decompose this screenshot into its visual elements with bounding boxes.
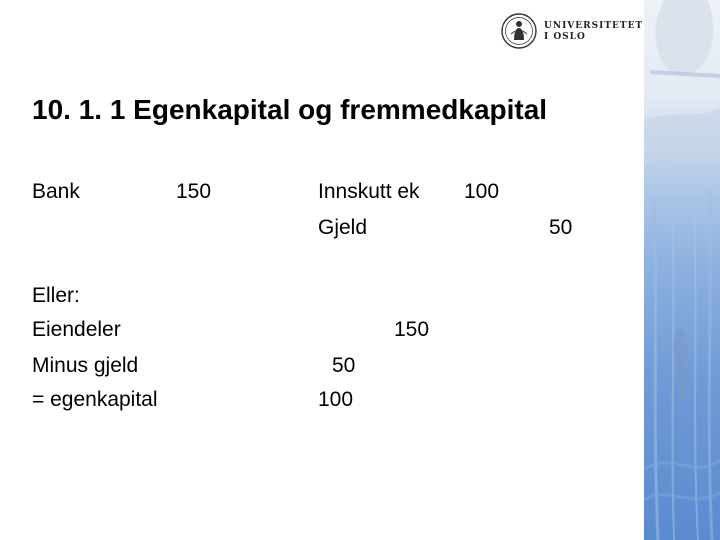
egenkapital-value: 100 [318, 388, 354, 411]
eiendeler-value: 150 [394, 318, 430, 341]
university-seal-icon [500, 12, 538, 50]
gjeld-value: 50 [549, 216, 573, 239]
minus-gjeld-value: 50 [332, 354, 356, 377]
university-name-line2: I OSLO [544, 32, 586, 42]
egenkapital-label: = egenkapital [32, 388, 158, 411]
bank-label: Bank [32, 180, 80, 203]
university-name [544, 21, 643, 43]
eiendeler-label: Eiendeler [32, 318, 121, 341]
bank-value: 150 [176, 180, 212, 203]
slide-title: 10. 1. 1 Egenkapital og fremmedkapital [32, 94, 548, 125]
innskutt-ek-value: 100 [464, 180, 500, 203]
innskutt-ek-label: Innskutt ek [318, 180, 420, 203]
gjeld-label: Gjeld [318, 216, 368, 239]
eller-heading: Eller: [32, 284, 80, 307]
university-logo [500, 12, 644, 52]
university-name-line1: UNIVERSITETET [544, 21, 644, 31]
decorative-side-panel [644, 0, 720, 540]
sculpture-graphic [644, 0, 720, 540]
minus-gjeld-label: Minus gjeld [32, 354, 139, 377]
